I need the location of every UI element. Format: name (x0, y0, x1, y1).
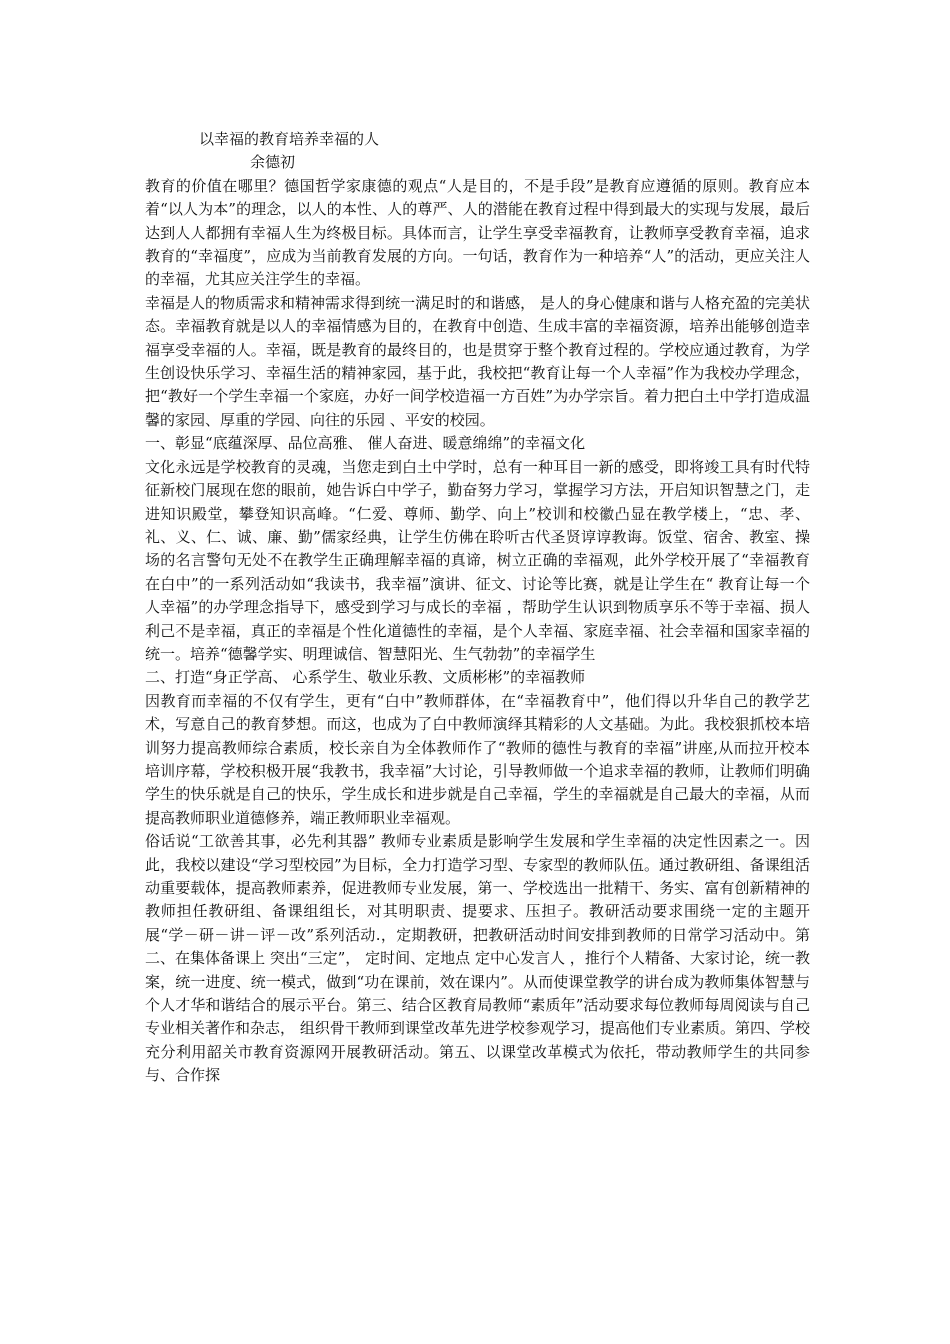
paragraph-culture: 文化永远是学校教育的灵魂，当您走到白土中学时，总有一种耳目一新的感受，即将竣工具有时代特征新校门展现在您的眼前，她告诉白中学子，勤奋努力学习，掌握学习方法，开启知识智慧之门，走进知识殿堂，攀登知识高峰。“仁爱、尊师、勤学、向上”校训和校徽凸显在教学楼上，“忠、孝、礼、义、仁、诚、廉、勤”儒家经典，让学生仿佛在聆听古代圣贤谆谆教诲。饭堂、宿舍、教室、操场的名言警句无处不在教学生正确理解幸福的真谛，树立正确的幸福观，此外学校开展了“幸福教育在白中”的一系列活动如“我读书，我幸福”演讲、征文、讨论等比赛，就是让学生在“ 教育让每一个人幸福”的办学理念指导下，感受到学习与成长的幸福 ，帮助学生认识到物质享乐不等于幸福、损人利己不是幸福，真正的幸福是个性化道德性的幸福，是个人幸福、家庭幸福、社会幸福和国家幸福的统一。培养“德馨学实、明理诚信、智慧阳光、生气勃勃”的幸福学生 (145, 457, 810, 663)
paragraph-teachers: 因教育而幸福的不仅有学生，更有“白中”教师群体，在“幸福教育中”，他们得以升华自己的教学艺术，写意自己的教育梦想。而这，也成为了白中教师演绎其精彩的人文基础。为此。我校狠抓校本培训努力提高教师综合素质，校长亲自为全体教师作了“教师的德性与教育的幸福”讲座,从而拉开校本培训序幕，学校积极开展“我教书，我幸福”大讨论，引导教师做一个追求幸福的教师，让教师们明确学生的快乐就是自己的快乐，学生成长和进步就是自己幸福，学生的幸福就是自己最大的幸福，从而提高教师职业道德修养，端正教师职业幸福观。 (145, 691, 811, 827)
paragraph-professional-development: 俗话说“工欲善其事，必先利其器” 教师专业素质是影响学生发展和学生幸福的决定性因素之一。因此，我校以建设“学习型校园”为目标，全力打造学习型、专家型的教师队伍。通过教研组、备课组活动重要载体，提高教师素养，促进教师专业发展，第一、学校选出一批精干、务实、富有创新精神的教师担任教研组、备课组组长，对其明职责、提要求、压担子。教研活动要求围绕一定的主题开展“学－研－讲－评－改”系列活动.，定期教研，把教研活动时间安排到教师的日常学习活动中。第二、在集体备课上 突出“三定”， 定时间、定地点 定中心发言人 ，推行个人精备、大家讨论，统一教案，统一进度、统一模式，做到“功在课前，效在课内”。从而使课堂教学的讲台成为教师集体智慧与个人才华和谐结合的展示平台。第三、结合区教育局教师“素质年”活动要求每位教师每周阅读与自己专业相关著作和杂志， 组织骨干教师到课堂改革先进学校参观学习，提高他们专业素质。第四、学校充分利用韶关市教育资源网开展教研活动。第五、以课堂改革模式为依托，带动教师学生的共同参与、合作探 (145, 832, 810, 1085)
document-author: 余德初 (250, 153, 296, 172)
section-heading-culture: 一、彰显“底蕴深厚、品位高雅、 催人奋进、暖意绵绵”的幸福文化 (145, 434, 586, 453)
document-title: 以幸福的教育培养幸福的人 (199, 130, 380, 148)
paragraph-happiness-definition: 幸福是人的物质需求和精神需求得到统一满足时的和谐感， 是人的身心健康和谐与人格充盈的完美状态。幸福教育就是以人的幸福情感为目的，在教育中创造、生成丰富的幸福资源，培养出能够创造幸福享受幸福的人。幸福，既是教育的最终目的，也是贯穿于整个教育过程的。学校应通过教育，为学生创设快乐学习、幸福生活的精神家园，基于此，我校把“教育让每一个人幸福”作为我校办学理念，把“教好一个学生幸福一个家庭，办好一间学校造福一方百姓”为办学宗旨。着力把白土中学打造成温馨的家园、厚重的学园、向往的乐园 、平安的校园。 (145, 293, 810, 429)
section-heading-teachers: 二、打造“身正学高、 心系学生、敬业乐教、文质彬彬”的幸福教师 (145, 668, 586, 687)
document-body (145, 128, 810, 1088)
paragraph-intro: 教育的价值在哪里？德国哲学家康德的观点“人是目的，不是手段”是教育应遵循的原则。教育应本着“以人为本”的理念，以人的本性、人的尊严、人的潜能在教育过程中得到最大的实现与发展，最后达到人人都拥有幸福人生为终极目标。具体而言，让学生享受幸福教育，让教师享受教育幸福，追求教育的“幸福度”，应成为当前教育发展的方向。一句话，教育作为一种培养“人”的活动，更应关注人的幸福，尤其应关注学生的幸福。 (145, 176, 810, 289)
